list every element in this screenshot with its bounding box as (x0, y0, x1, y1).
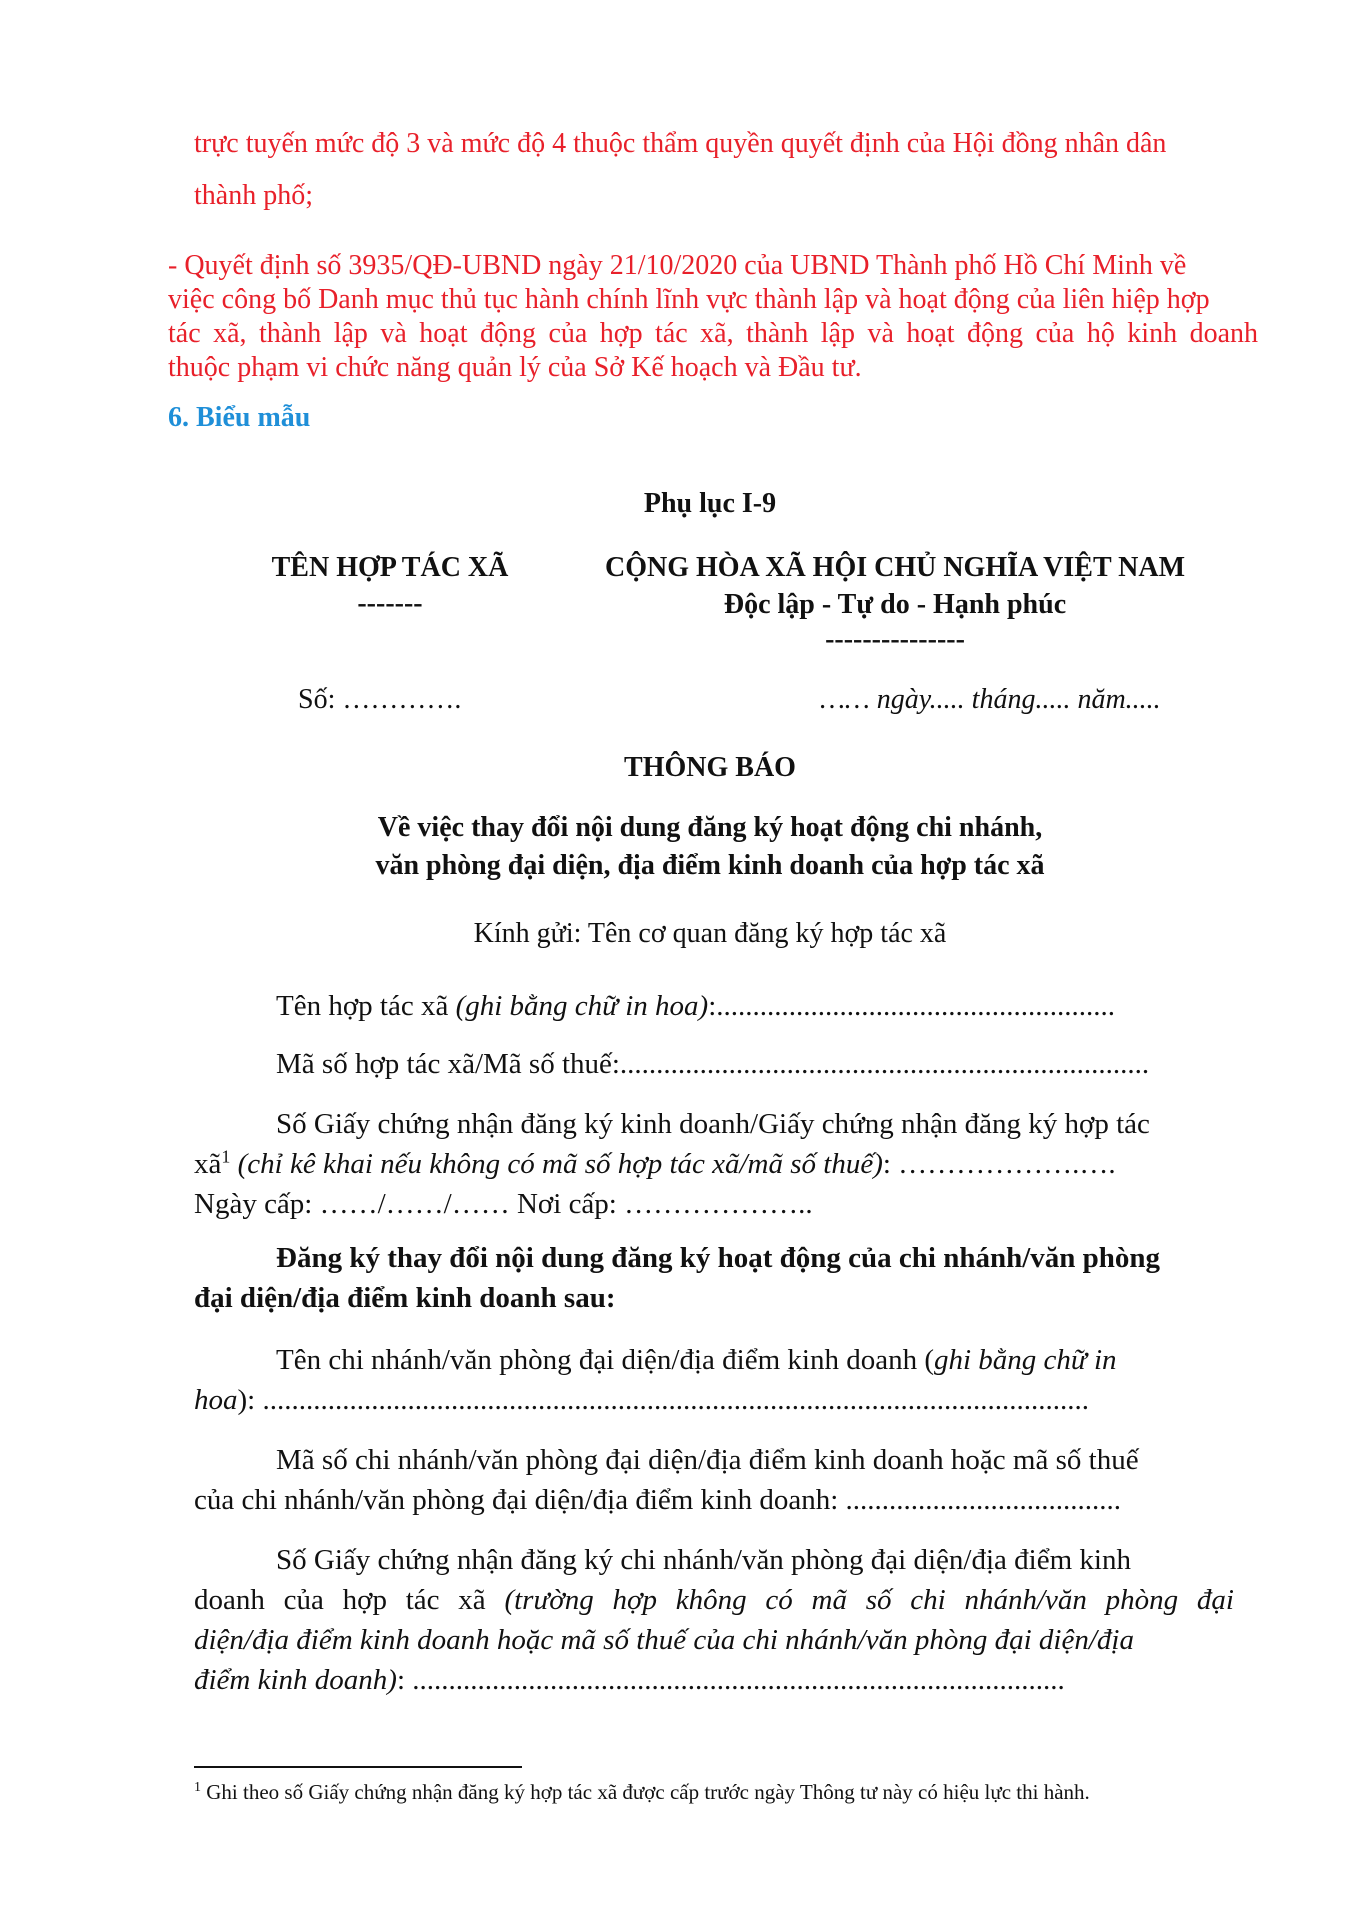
branch-code-line-2: của chi nhánh/văn phòng đại diện/địa điểm kinh doanh: ...................................... (194, 1484, 1122, 1516)
footnote-text: Ghi theo số Giấy chứng nhận đăng ký hợp tác xã được cấp trước ngày Thông tư này có hiệu lực thi hành. (201, 1780, 1090, 1804)
branch-name-hint: ghi bằng chữ in (933, 1344, 1117, 1376)
coop-name-field (276, 990, 1115, 1023)
branch-name-text: Tên chi nhánh/văn phòng đại diện/địa điểm kinh doanh ( (276, 1344, 934, 1376)
notice-subtitle-1: Về việc thay đổi nội dung đăng ký hoạt động chi nhánh, (377, 812, 1043, 843)
branch-name-line-1 (276, 1344, 1117, 1377)
intro-line-2: thành phố; (194, 180, 313, 211)
decision-line: tác xã, thành lập và hoạt động của hợp tác xã, thành lập và hoạt động của hộ kinh doanh (168, 318, 1258, 349)
register-heading-1: Đăng ký thay đổi nội dung đăng ký hoạt động của chi nhánh/văn phòng (276, 1242, 1161, 1274)
notice-title: THÔNG BÁO (624, 752, 796, 783)
cert-line-1: Số Giấy chứng nhận đăng ký kinh doanh/Giấy chứng nhận đăng ký hợp tác (276, 1108, 1150, 1140)
branch-name-line-2 (194, 1384, 1089, 1417)
cert-line-2-dots: : ……………….…. (882, 1148, 1116, 1180)
section-heading: 6. Biểu mẫu (168, 402, 311, 433)
branch-cert-line-2 (194, 1584, 1234, 1617)
issue-date-place: Ngày cấp: ……/……/…… Nơi cấp: ……………….. (194, 1188, 813, 1220)
appendix-title: Phụ lục I-9 (643, 488, 777, 519)
branch-name-hint-end: hoa (194, 1384, 238, 1416)
national-motto: Độc lập - Tự do - Hạnh phúc (723, 589, 1067, 620)
cert-line-2 (194, 1148, 1116, 1181)
branch-cert-line-3: diện/địa điểm kinh doanh hoặc mã số thuế của chi nhánh/văn phòng đại diện/địa (194, 1624, 1134, 1656)
footnote (194, 1780, 1090, 1805)
branch-cert-hint: (trường hợp không có mã số chi nhánh/văn phòng đại (504, 1584, 1234, 1616)
org-divider: ------- (357, 588, 423, 619)
branch-cert-hint-end: điểm kinh doanh) (194, 1664, 397, 1696)
coop-name-dots: :....................................................... (708, 990, 1116, 1022)
branch-name-dots: ): .................................................................................................................. (237, 1384, 1089, 1416)
decision-line: thuộc phạm vi chức năng quản lý của Sở Kế hoạch và Đầu tư. (168, 352, 862, 383)
coop-name-hint: (ghi bằng chữ in hoa) (455, 990, 709, 1022)
cert-line-2-start: xã (194, 1148, 222, 1180)
branch-cert-dots: : .......................................................................................... (396, 1664, 1065, 1696)
tax-code-field: Mã số hợp tác xã/Mã số thuế:......................................................................... (276, 1048, 1150, 1080)
footnote-divider (194, 1766, 522, 1768)
document-number: Số: …………. (298, 684, 462, 715)
footnote-reference: 1 (221, 1146, 231, 1167)
intro-line-1: trực tuyến mức độ 3 và mức độ 4 thuộc thẩm quyền quyết định của Hội đồng nhân dân (194, 128, 1167, 159)
decision-line: - Quyết định số 3935/QĐ-UBND ngày 21/10/2020 của UBND Thành phố Hồ Chí Minh về (168, 250, 1187, 281)
notice-subtitle-2: văn phòng đại diện, địa điểm kinh doanh của hợp tác xã (375, 850, 1045, 881)
org-name: TÊN HỢP TÁC XÃ (271, 552, 509, 583)
branch-cert-line-1: Số Giấy chứng nhận đăng ký chi nhánh/văn phòng đại diện/địa điểm kinh (276, 1544, 1131, 1576)
branch-cert-line-4 (194, 1664, 1065, 1697)
register-heading-2: đại diện/địa điểm kinh doanh sau: (194, 1282, 616, 1314)
footnote-mark: 1 (194, 1780, 201, 1795)
recipient: Kính gửi: Tên cơ quan đăng ký hợp tác xã (473, 918, 947, 949)
branch-code-line-1: Mã số chi nhánh/văn phòng đại diện/địa điểm kinh doanh hoặc mã số thuế (276, 1444, 1139, 1476)
national-title: CỘNG HÒA XÃ HỘI CHỦ NGHĨA VIỆT NAM (604, 552, 1186, 583)
motto-divider: --------------- (825, 624, 965, 655)
coop-name-label: Tên hợp tác xã (276, 990, 456, 1022)
document-date: …… ngày..... tháng..... năm..... (820, 684, 1161, 715)
decision-line: việc công bố Danh mục thủ tục hành chính lĩnh vực thành lập và hoạt động của liên hiệp hợp (168, 284, 1210, 315)
cert-line-2-hint: (chỉ kê khai nếu không có mã số hợp tác xã/mã số thuế) (230, 1148, 883, 1180)
branch-cert-text: doanh của hợp tác xã (194, 1584, 505, 1616)
